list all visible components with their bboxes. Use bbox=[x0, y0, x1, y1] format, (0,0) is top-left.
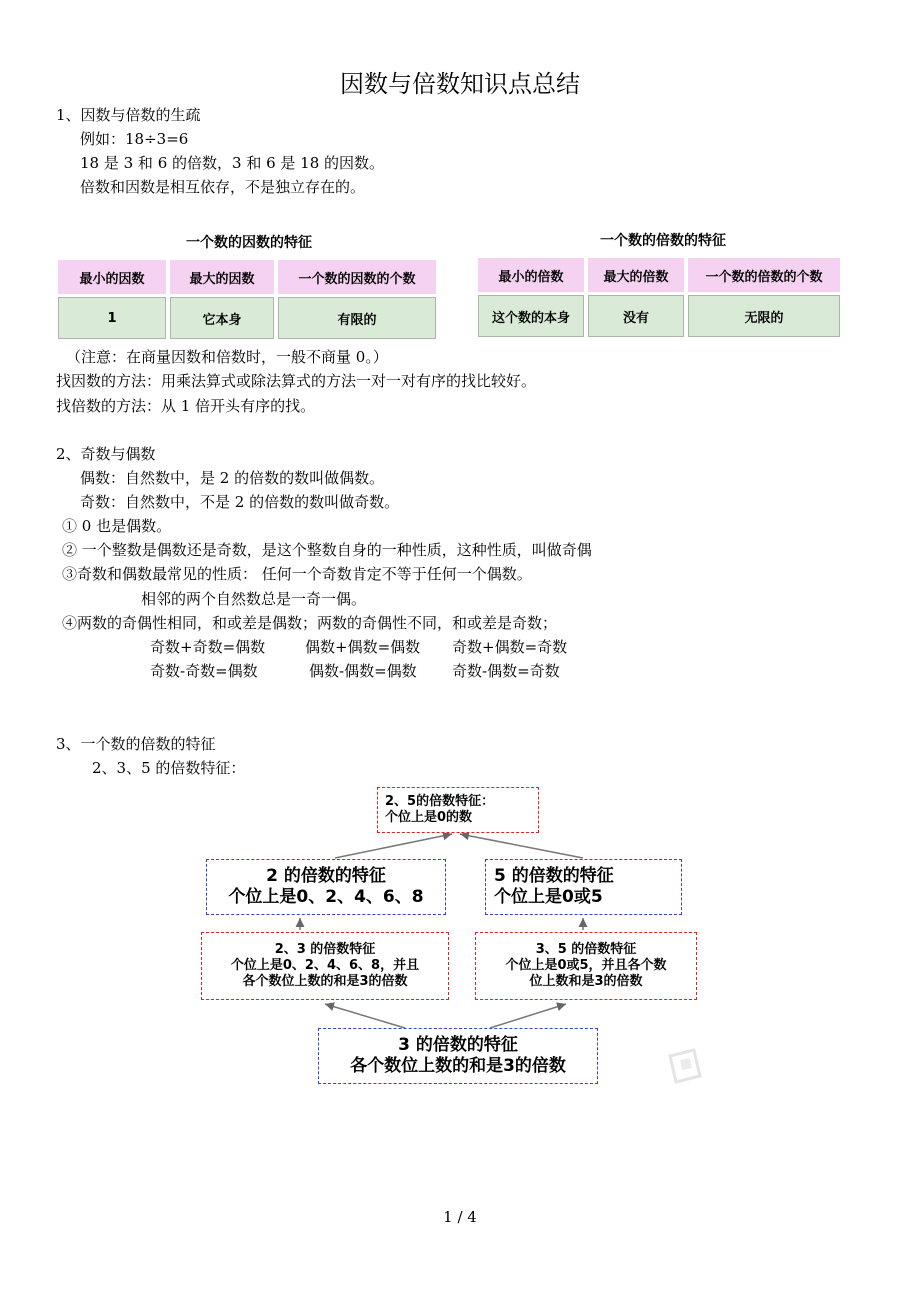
section3-subheading: 2、3、5 的倍数特征： bbox=[92, 759, 246, 777]
multiple-header-min: 最小的倍数 bbox=[478, 258, 584, 292]
item-common-property: ③奇数和偶数最常见的性质： 任何一个奇数肯定不等于任何一个偶数。 bbox=[62, 565, 532, 583]
multiple-header-count: 一个数的倍数的个数 bbox=[688, 258, 840, 292]
diagram-box-5 bbox=[485, 859, 682, 915]
box-2-3-text1: 个位上是0、2、4、6、8，并且 bbox=[230, 957, 420, 973]
section2-heading: 2、奇数与偶数 bbox=[56, 445, 156, 463]
multiple-value-min: 这个数的本身 bbox=[478, 295, 584, 337]
multiple-header-max: 最大的倍数 bbox=[588, 258, 684, 292]
box-5-text: 个位上是0或5 bbox=[494, 887, 603, 907]
watermark-icon bbox=[664, 1046, 706, 1086]
factor-header-max: 最大的因数 bbox=[170, 260, 274, 294]
factor-header-count: 一个数的因数的个数 bbox=[278, 260, 436, 294]
box-2-title: 2 的倍数的特征 bbox=[266, 865, 386, 886]
box-2-3-text2: 各个数位上数的和是3的倍数 bbox=[242, 974, 408, 990]
rule-odd-plus-odd: 奇数+奇数=偶数 bbox=[150, 638, 266, 656]
box-2-text: 个位上是0、2、4、6、8 bbox=[228, 887, 424, 907]
multiple-value-count: 无限的 bbox=[688, 295, 840, 337]
diagram-box-2 bbox=[206, 859, 446, 915]
multiple-table-title: 一个数的倍数的特征 bbox=[600, 233, 726, 249]
rule-odd-minus-even: 奇数-偶数=奇数 bbox=[452, 662, 560, 680]
rule-even-minus-even: 偶数-偶数=偶数 bbox=[309, 662, 417, 680]
arrow-5-to-top bbox=[460, 834, 583, 858]
factor-header-min: 最小的因数 bbox=[58, 260, 166, 294]
rule-even-plus-even: 偶数+偶数=偶数 bbox=[305, 638, 421, 656]
box-3-title: 3 的倍数的特征 bbox=[398, 1034, 518, 1055]
note-zero: （注意：在商量因数和倍数时，一般不商量 0。） bbox=[66, 348, 388, 366]
section3-heading: 3、一个数的倍数的特征 bbox=[56, 735, 216, 753]
multiple-value-max: 没有 bbox=[588, 295, 684, 337]
item-parity-property: ② 一个整数是偶数还是奇数，是这个整数自身的一种性质，这种性质，叫做奇偶 bbox=[62, 541, 592, 559]
rule-odd-minus-odd: 奇数-奇数=偶数 bbox=[150, 662, 258, 680]
factor-value-count: 有限的 bbox=[278, 297, 436, 339]
arrow-3-to-35 bbox=[490, 1004, 566, 1028]
arrow-3-to-23 bbox=[325, 1004, 405, 1028]
factor-table-title: 一个数的因数的特征 bbox=[186, 235, 312, 251]
box-3-text: 各个数位上数的和是3的倍数 bbox=[350, 1056, 566, 1076]
diagram-box-3 bbox=[318, 1028, 598, 1084]
arrow-2-to-top bbox=[335, 834, 452, 858]
item-adjacent: 相邻的两个自然数总是一奇一偶。 bbox=[141, 590, 367, 608]
section1-example: 例如：18÷3=6 bbox=[80, 130, 189, 148]
box-5-title: 5 的倍数的特征 bbox=[494, 865, 614, 886]
box-2-5-text: 个位上是0的数 bbox=[385, 810, 473, 825]
section1-heading: 1、因数与倍数的生疏 bbox=[56, 106, 201, 124]
box-3-5-title: 3、5 的倍数特征 bbox=[535, 941, 637, 957]
box-3-5-text2: 位上数和是3的倍数 bbox=[529, 974, 643, 990]
even-definition: 偶数：自然数中，是 2 的倍数的数叫做偶数。 bbox=[80, 469, 385, 487]
factor-method: 找因数的方法：用乘法算式或除法算式的方法一对一对有序的找比较好。 bbox=[56, 372, 537, 390]
page-title: 因数与倍数知识点总结 bbox=[340, 70, 580, 98]
odd-definition: 奇数：自然数中，不是 2 的倍数的数叫做奇数。 bbox=[80, 493, 400, 511]
multiple-method: 找倍数的方法：从 1 倍开头有序的找。 bbox=[56, 397, 316, 415]
section1-line2: 18 是 3 和 6 的倍数，3 和 6 是 18 的因数。 bbox=[80, 154, 385, 172]
diagram-box-2-3 bbox=[201, 932, 449, 1000]
section1-line3: 倍数和因数是相互依存，不是独立存在的。 bbox=[80, 178, 366, 196]
diagram-box-2-5 bbox=[377, 787, 539, 833]
box-2-5-title: 2、5的倍数特征： bbox=[385, 793, 495, 809]
factor-value-min: 1 bbox=[58, 297, 166, 339]
page-number: 1 / 4 bbox=[443, 1208, 477, 1226]
item-sum-difference: ④两数的奇偶性相同，和或差是偶数；两数的奇偶性不同，和或差是奇数； bbox=[62, 614, 558, 632]
box-3-5-text1: 个位上是0或5，并且各个数 bbox=[505, 957, 667, 973]
box-2-3-title: 2、3 的倍数特征 bbox=[274, 941, 376, 957]
diagram-box-3-5 bbox=[475, 932, 697, 1000]
item-zero-even: ① 0 也是偶数。 bbox=[62, 517, 172, 535]
factor-value-max: 它本身 bbox=[170, 297, 274, 339]
rule-odd-plus-even: 奇数+偶数=奇数 bbox=[452, 638, 568, 656]
